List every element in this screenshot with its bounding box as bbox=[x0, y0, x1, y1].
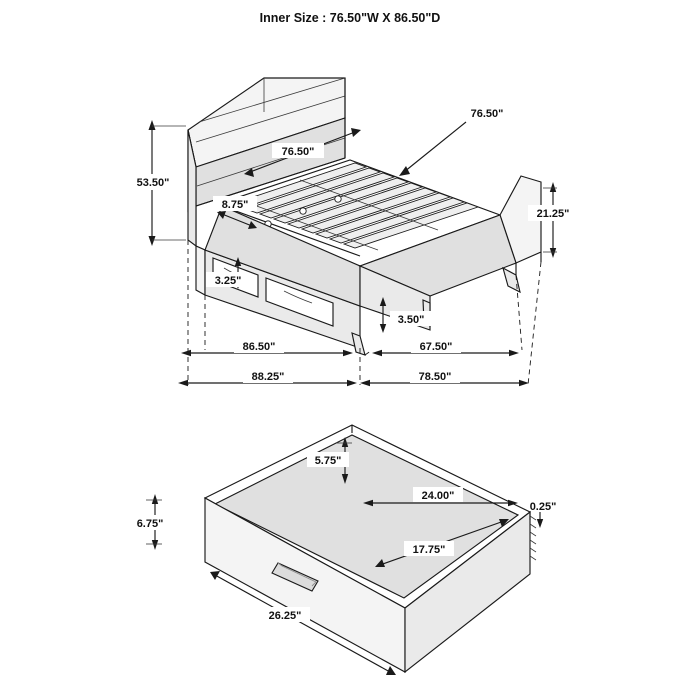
dim-label-thickness: 0.25" bbox=[529, 501, 557, 513]
dim-label-overall-depth-left: 88.25" bbox=[251, 371, 285, 383]
dim-label-inner-depth-left: 86.50" bbox=[242, 341, 276, 353]
dim-overall-depth-right bbox=[360, 368, 529, 386]
dim-overall-depth-left bbox=[178, 368, 357, 386]
dim-label-inner-width-callout: 76.50" bbox=[470, 108, 504, 120]
dim-inner-depth-right bbox=[372, 338, 519, 356]
dim-label-inner-depth: 17.75" bbox=[412, 544, 446, 556]
dim-label-headboard-height: 53.50" bbox=[136, 177, 170, 189]
dim-outer-height bbox=[128, 494, 172, 550]
dim-label-side-height: 5.75" bbox=[314, 455, 342, 467]
dim-label-clearance: 3.50" bbox=[397, 314, 425, 326]
dim-label-footboard-height: 21.25" bbox=[536, 208, 570, 220]
dim-label-drawer-face-height: 3.25" bbox=[214, 275, 242, 287]
dim-inner-width-callout bbox=[399, 108, 503, 176]
dim-label-inner-width: 24.00" bbox=[421, 490, 455, 502]
dim-label-outer-height: 6.75" bbox=[136, 518, 164, 530]
dim-label-overall-depth-right: 78.50" bbox=[418, 371, 452, 383]
drawer-assembly bbox=[205, 425, 536, 672]
dim-inner-depth-left bbox=[181, 338, 353, 356]
title-text: Inner Size : 76.50"W X 86.50"D bbox=[259, 11, 441, 25]
dim-thickness bbox=[530, 501, 557, 528]
dim-label-inner-width-top: 76.50" bbox=[281, 146, 315, 158]
dim-label-outer-width: 26.25" bbox=[268, 610, 302, 622]
dim-label-rail-height: 8.75" bbox=[221, 199, 249, 211]
dim-headboard-height bbox=[128, 120, 186, 246]
thickness-hatch bbox=[530, 516, 536, 560]
dim-label-inner-depth-right: 67.50" bbox=[419, 341, 453, 353]
